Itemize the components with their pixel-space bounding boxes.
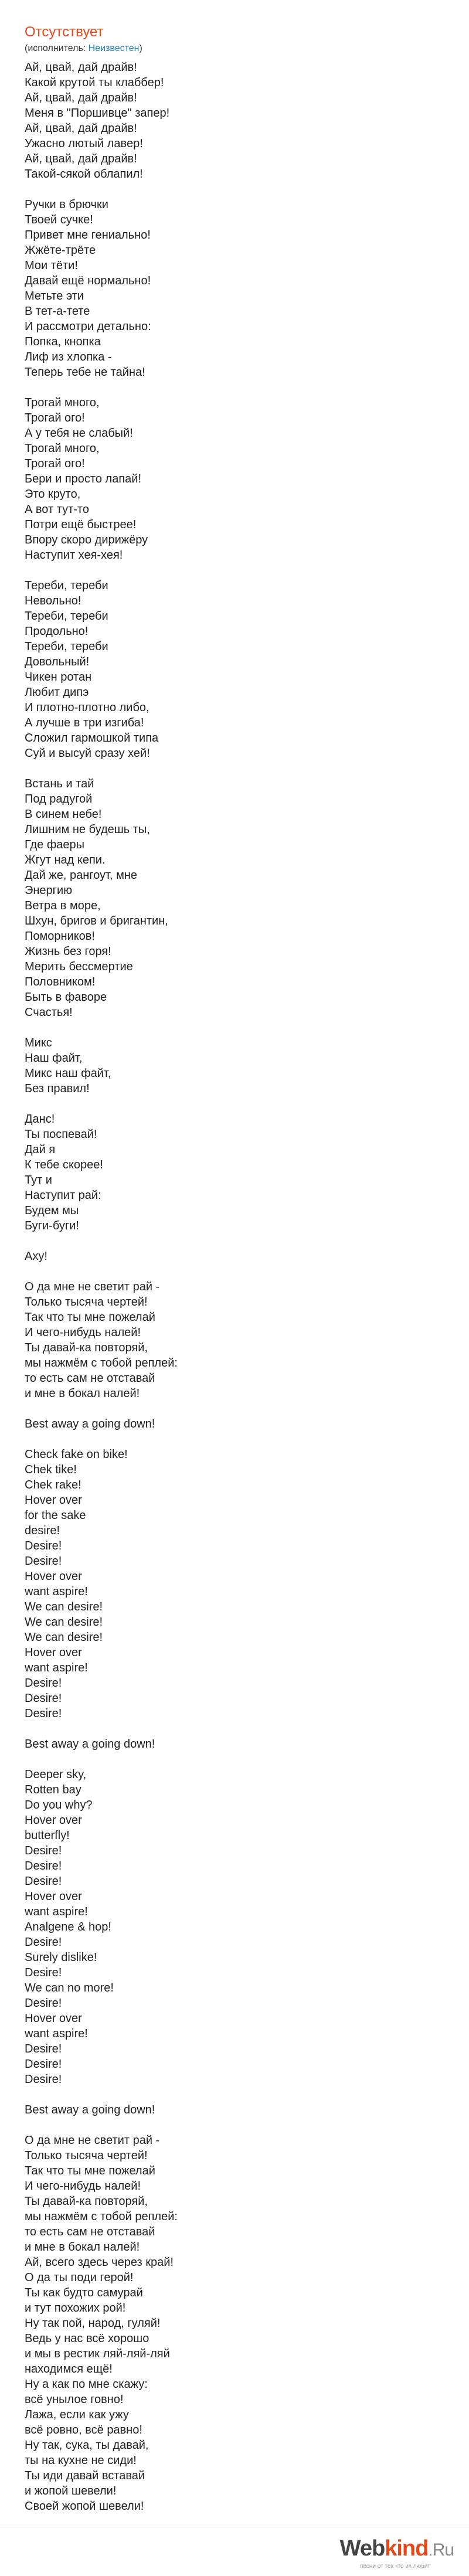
lyric-line: Своей жопой шевели! bbox=[25, 2500, 144, 2513]
lyric-line: Ай, цвай, дай драйв! bbox=[25, 91, 137, 104]
lyric-line: want aspire! bbox=[25, 1661, 88, 1674]
lyric-line: и мне в бокал налей! bbox=[25, 1387, 140, 1400]
song-title: Отсутствует bbox=[25, 24, 104, 40]
lyric-line: и тут похожих рой! bbox=[25, 2302, 126, 2315]
lyric-line: Deeper sky, bbox=[25, 1768, 87, 1781]
lyric-line: Тереби, тереби bbox=[25, 610, 108, 623]
lyric-line: Hover over bbox=[25, 1494, 82, 1507]
lyric-line: Лиф из хлопка - bbox=[25, 351, 112, 363]
lyric-line: Трогай много, bbox=[25, 396, 100, 409]
lyric-blank-line bbox=[25, 2087, 469, 2102]
lyric-line: Hover over bbox=[25, 1890, 82, 1903]
logo-tagline: песни от тех кто их любит bbox=[359, 2563, 430, 2570]
lyric-line: Мерить бессмертие bbox=[25, 960, 133, 973]
lyric-line: Мои тёти! bbox=[25, 259, 78, 272]
lyric-line: Меня в "Поршивце" запер! bbox=[25, 107, 170, 120]
lyric-line: Hover over bbox=[25, 1814, 82, 1827]
lyric-line: Только тысяча чертей! bbox=[25, 2149, 148, 2162]
lyric-line: О да ты поди герой! bbox=[25, 2271, 134, 2284]
lyric-line: И чего-нибудь налей! bbox=[25, 2180, 141, 2193]
lyric-line: Жжёте-трёте bbox=[25, 244, 96, 257]
lyric-line: К тебе скорее! bbox=[25, 1158, 103, 1171]
lyric-line: Ай, цвай, дай драйв! bbox=[25, 61, 137, 74]
lyric-line: Половником! bbox=[25, 976, 96, 988]
lyric-line: Бери и просто лапай! bbox=[25, 473, 141, 485]
lyric-blank-line bbox=[25, 1401, 469, 1416]
lyric-line: Где фаеры bbox=[25, 838, 85, 851]
lyric-line: Тереби, тереби bbox=[25, 640, 108, 653]
lyric-line: Лажа, если как ужу bbox=[25, 2408, 129, 2421]
lyric-line: всё ровно, всё равно! bbox=[25, 2424, 142, 2436]
lyric-line: Метьте эти bbox=[25, 290, 84, 303]
lyric-line: Давай ещё нормально! bbox=[25, 274, 151, 287]
lyric-line: О да мне не светит рай - bbox=[25, 1280, 160, 1293]
lyric-line: Какой крутой ты клаббер! bbox=[25, 76, 164, 89]
lyric-line: Ай, всего здесь через край! bbox=[25, 2256, 174, 2269]
lyric-line: Desire! bbox=[25, 1997, 62, 2010]
lyric-line: Chek rake! bbox=[25, 1479, 81, 1491]
lyric-line: Под радугой bbox=[25, 793, 93, 806]
lyric-blank-line bbox=[25, 1096, 469, 1112]
lyric-line: Тереби, тереби bbox=[25, 579, 108, 592]
lyric-line: Дай же, рангоут, мне bbox=[25, 869, 138, 882]
lyric-line: Desire! bbox=[25, 1844, 62, 1857]
lyric-line: В синем небе! bbox=[25, 808, 102, 821]
lyric-line: А вот тут-то bbox=[25, 503, 89, 516]
lyric-line: Ты иди давай вставай bbox=[25, 2469, 145, 2482]
footer-bar bbox=[0, 2527, 469, 2576]
lyric-line: Жгут над кепи. bbox=[25, 854, 106, 866]
lyric-blank-line bbox=[25, 1752, 469, 1767]
lyric-line: Rotten bay bbox=[25, 1783, 81, 1796]
lyric-line: Desire! bbox=[25, 1966, 62, 1979]
lyric-line: Do you why? bbox=[25, 1799, 93, 1812]
lyric-line: Жизнь без горя! bbox=[25, 945, 111, 958]
lyric-blank-line bbox=[25, 1020, 469, 1035]
lyric-line: Счастья! bbox=[25, 1006, 73, 1019]
lyric-blank-line bbox=[25, 2118, 469, 2133]
lyric-line: Surely dislike! bbox=[25, 1951, 97, 1964]
lyric-line: и жопой шевели! bbox=[25, 2485, 117, 2497]
lyric-line: Наступит рай: bbox=[25, 1189, 101, 1202]
lyrics-text bbox=[25, 60, 469, 2544]
lyric-line: Довольный! bbox=[25, 655, 90, 668]
lyric-line: Analgene & hop! bbox=[25, 1921, 111, 1933]
lyric-line: Best away a going down! bbox=[25, 2103, 155, 2116]
lyric-line: Chek tike! bbox=[25, 1463, 77, 1476]
lyric-line: Шхун, бригов и бригантин, bbox=[25, 915, 168, 927]
logo-brand-link[interactable] bbox=[325, 2536, 454, 2563]
lyric-line: Попка, кнопка bbox=[25, 335, 101, 348]
lyric-blank-line bbox=[25, 182, 469, 197]
lyric-line: мы нажмём с тобой реплей: bbox=[25, 2210, 178, 2223]
lyric-line: Desire! bbox=[25, 1707, 62, 1720]
logo-part-ru: .Ru bbox=[428, 2540, 454, 2560]
lyric-line: for the sake bbox=[25, 1509, 86, 1522]
lyric-line: И рассмотри детально: bbox=[25, 320, 151, 333]
lyric-line: Теперь тебе не тайна! bbox=[25, 366, 145, 379]
lyric-blank-line bbox=[25, 563, 469, 578]
lyric-blank-line bbox=[25, 1721, 469, 1736]
performer-line bbox=[25, 42, 469, 55]
lyric-line: и мне в бокал налей! bbox=[25, 2241, 140, 2254]
lyric-line: Desire! bbox=[25, 1692, 62, 1705]
lyric-line: Дай я bbox=[25, 1143, 56, 1156]
lyric-line: Ведь у нас всё хорошо bbox=[25, 2332, 149, 2345]
lyric-line: Невольно! bbox=[25, 594, 81, 607]
webkind-logo bbox=[325, 2536, 454, 2568]
lyric-line: Без правил! bbox=[25, 1082, 90, 1095]
lyric-line: Desire! bbox=[25, 2058, 62, 2071]
lyric-line: Desire! bbox=[25, 1875, 62, 1888]
lyric-line: Энергию bbox=[25, 884, 73, 897]
lyric-line: Desire! bbox=[25, 1936, 62, 1949]
lyric-line: Ты поспевай! bbox=[25, 1128, 97, 1141]
lyric-line: Потри ещё быстрее! bbox=[25, 518, 137, 531]
lyric-line: Продольно! bbox=[25, 625, 89, 638]
lyric-line: то есть сам не отставай bbox=[25, 1372, 155, 1385]
performer-suffix: ) bbox=[139, 43, 142, 53]
lyric-line: We can desire! bbox=[25, 1600, 103, 1613]
lyric-line: Наступит хея-хея! bbox=[25, 549, 123, 562]
lyric-line: Best away a going down! bbox=[25, 1738, 155, 1751]
lyric-line: Любит дипэ bbox=[25, 686, 89, 699]
lyric-line: Суй и высуй сразу хей! bbox=[25, 747, 150, 760]
lyric-line: Ужасно лютый лавер! bbox=[25, 137, 143, 150]
lyric-line: Привет мне гениально! bbox=[25, 229, 151, 242]
logo-part-web: Web bbox=[339, 2536, 385, 2561]
lyric-line: Desire! bbox=[25, 1860, 62, 1872]
lyric-line: И плотно-плотно либо, bbox=[25, 701, 149, 714]
lyric-line: Микс наш файт, bbox=[25, 1067, 111, 1080]
lyric-line: Наш файт, bbox=[25, 1052, 83, 1065]
lyric-line: Ну а как по мне скажу: bbox=[25, 2378, 148, 2391]
lyric-line: А у тебя не слабый! bbox=[25, 427, 133, 440]
lyric-line: Desire! bbox=[25, 2073, 62, 2086]
lyric-blank-line bbox=[25, 380, 469, 395]
lyric-line: всё унылое говно! bbox=[25, 2393, 124, 2406]
lyric-line: Hover over bbox=[25, 1570, 82, 1583]
lyric-line: Только тысяча чертей! bbox=[25, 1296, 148, 1309]
lyric-line: Поморников! bbox=[25, 930, 95, 943]
lyric-line: Трогай ого! bbox=[25, 457, 85, 470]
lyric-line: Check fake on bike! bbox=[25, 1448, 128, 1461]
lyric-line: ты на кухне не сиди! bbox=[25, 2454, 137, 2467]
lyric-line: Ай, цвай, дай драйв! bbox=[25, 122, 137, 135]
lyric-line: Данс! bbox=[25, 1113, 55, 1126]
lyric-line: Hover over bbox=[25, 1646, 82, 1659]
lyric-line: И чего-нибудь налей! bbox=[25, 1326, 141, 1339]
lyric-line: А лучше в три изгиба! bbox=[25, 716, 144, 729]
lyric-line: Это круто, bbox=[25, 488, 81, 501]
lyric-line: Ну так, сука, ты давай, bbox=[25, 2439, 149, 2452]
lyric-line: Трогай ого! bbox=[25, 412, 85, 424]
lyric-line: Такой-сякой облапил! bbox=[25, 168, 143, 181]
lyric-line: want aspire! bbox=[25, 1905, 88, 1918]
lyric-line: Буги-буги! bbox=[25, 1219, 79, 1232]
lyric-line: О да мне не светит рай - bbox=[25, 2134, 160, 2147]
logo-part-kind: kind bbox=[385, 2536, 429, 2561]
lyric-line: Ай, цвай, дай драйв! bbox=[25, 152, 137, 165]
lyric-line: Твоей сучке! bbox=[25, 213, 93, 226]
lyric-line: Hover over bbox=[25, 2012, 82, 2025]
lyric-line: butterfly! bbox=[25, 1829, 70, 1842]
lyric-line: Ручки в брючки bbox=[25, 198, 108, 211]
lyric-line: We can desire! bbox=[25, 1631, 103, 1644]
lyric-line: находимся ещё! bbox=[25, 2363, 113, 2376]
lyric-line: desire! bbox=[25, 1524, 60, 1537]
lyric-line: и мы в рестик ляй-ляй-ляй bbox=[25, 2347, 170, 2360]
lyric-blank-line bbox=[25, 1264, 469, 1279]
lyric-line: Быть в фаворе bbox=[25, 991, 107, 1004]
lyric-line: Desire! bbox=[25, 1540, 62, 1552]
lyric-line: Ты как будто самурай bbox=[25, 2286, 143, 2299]
lyric-line: Ну так пой, народ, гуляй! bbox=[25, 2317, 161, 2330]
lyric-line: Ты давай-ка повторяй, bbox=[25, 1341, 148, 1354]
lyric-blank-line bbox=[25, 761, 469, 776]
lyric-line: Лишним не будешь ты, bbox=[25, 823, 150, 836]
lyric-line: Desire! bbox=[25, 2043, 62, 2055]
performer-link[interactable]: Неизвестен bbox=[88, 43, 140, 53]
lyric-line: Так что ты мне пожелай bbox=[25, 2164, 155, 2177]
performer-prefix: (исполнитель: bbox=[25, 43, 89, 53]
lyric-line: Аху! bbox=[25, 1250, 47, 1263]
lyric-line: Desire! bbox=[25, 1555, 62, 1568]
lyric-line: Чикен ротан bbox=[25, 671, 92, 684]
lyric-line: We can desire! bbox=[25, 1616, 103, 1629]
lyric-line: Так что ты мне пожелай bbox=[25, 1311, 155, 1324]
lyric-line: Сложил гармошкой типа bbox=[25, 732, 159, 745]
lyric-line: В тет-а-тете bbox=[25, 305, 90, 318]
lyric-line: Микс bbox=[25, 1036, 52, 1049]
lyric-line: Встань и тай bbox=[25, 777, 94, 790]
lyric-line: Best away a going down! bbox=[25, 1418, 155, 1430]
lyric-line: want aspire! bbox=[25, 1585, 88, 1598]
lyric-line: Desire! bbox=[25, 1677, 62, 1690]
lyric-line: We can no more! bbox=[25, 1982, 114, 1994]
lyric-blank-line bbox=[25, 1432, 469, 1447]
lyric-line: Впору скоро дирижёру bbox=[25, 533, 148, 546]
lyric-line: мы нажмём с тобой реплей: bbox=[25, 1357, 178, 1369]
lyric-line: Ты давай-ка повторяй, bbox=[25, 2195, 148, 2208]
lyric-line: want aspire! bbox=[25, 2027, 88, 2040]
lyric-line: то есть сам не отставай bbox=[25, 2225, 155, 2238]
lyric-line: Тут и bbox=[25, 1174, 52, 1187]
lyric-line: Будем мы bbox=[25, 1204, 79, 1217]
lyric-line: Трогай много, bbox=[25, 442, 100, 455]
lyric-blank-line bbox=[25, 1233, 469, 1249]
lyric-line: Ветра в море, bbox=[25, 899, 101, 912]
